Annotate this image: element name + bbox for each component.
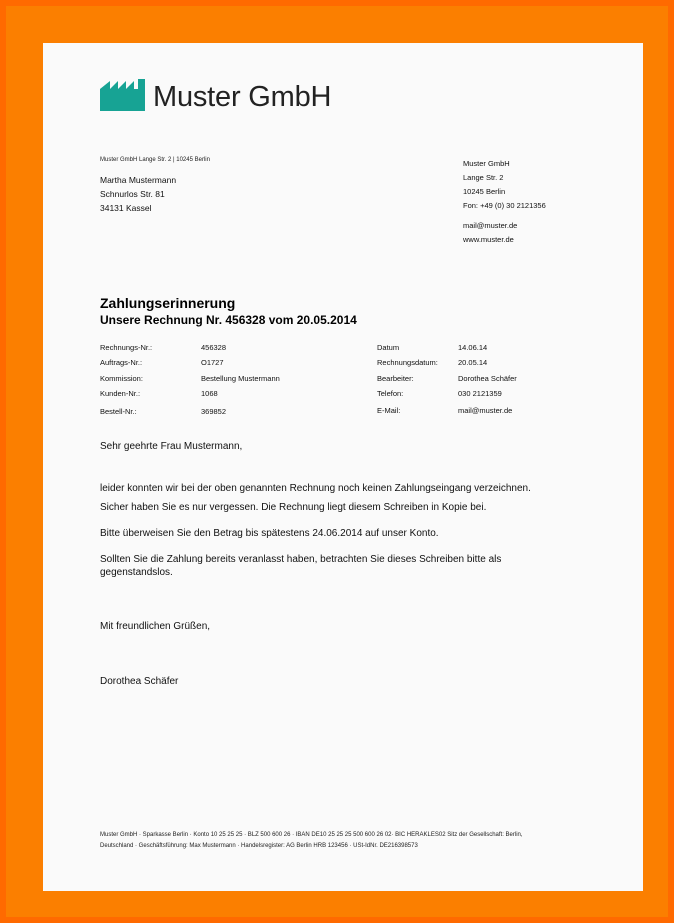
info-label: Rechnungsdatum: <box>377 358 438 367</box>
body-paragraph: Bitte überweisen Sie den Betrag bis spätestens 24.06.2014 auf unser Konto. <box>100 528 439 539</box>
info-value: Dorothea Schäfer <box>458 374 517 383</box>
info-value: 20.05.14 <box>458 358 488 367</box>
info-label: Bestell-Nr.: <box>100 407 137 416</box>
info-value: 456328 <box>201 343 227 352</box>
company-email: mail@muster.de <box>463 221 518 230</box>
info-value: 369852 <box>201 407 227 416</box>
info-label: Datum <box>377 343 400 352</box>
company-website: www.muster.de <box>463 235 514 244</box>
info-email: mail@muster.de <box>458 406 513 415</box>
letter-page <box>43 43 643 891</box>
body-paragraph: leider konnten wir bei der oben genannten Rechnung noch keinen Zahlungseingang verzeichnen. <box>100 483 531 494</box>
footer <box>100 830 570 852</box>
body-paragraph: Sollten Sie die Zahlung bereits veranlasst haben, betrachten Sie dieses Schreiben bitte als gegenstandslos. <box>100 554 502 578</box>
sender-line: Muster GmbH Lange Str. 2 | 10245 Berlin <box>100 157 210 163</box>
info-value: Bestellung Mustermann <box>201 374 280 383</box>
signature-name: Dorothea Schäfer <box>100 676 179 687</box>
company-line: 10245 Berlin <box>463 187 506 196</box>
info-label: Rechnungs-Nr.: <box>100 343 153 352</box>
info-label: Kunden-Nr.: <box>100 389 141 398</box>
company-address-block <box>463 157 546 247</box>
recipient-street: Schnurlos Str. 81 <box>100 189 165 199</box>
letter-title: Zahlungserinnerung <box>100 295 236 311</box>
recipient-address <box>100 173 176 215</box>
company-line: Muster GmbH <box>463 159 510 168</box>
footer-line: Deutschland · Geschäftsführung: Max Mustermann · Handelsregister: AG Berlin HRB 123456 · USt-IdNr. DE216398573 <box>100 843 418 849</box>
body-paragraph: Sicher haben Sie es nur vergessen. Die Rechnung liegt diesem Schreiben in Kopie bei. <box>100 502 487 513</box>
company-name: Muster GmbH <box>153 81 332 113</box>
recipient-city: 34131 Kassel <box>100 203 152 213</box>
recipient-name: Martha Mustermann <box>100 175 177 185</box>
info-value: 1068 <box>201 389 218 398</box>
company-line: Lange Str. 2 <box>463 173 504 182</box>
info-label: Telefon: <box>377 389 404 398</box>
letter-subtitle: Unsere Rechnung Nr. 456328 vom 20.05.2014 <box>100 313 357 327</box>
info-label: Bearbeiter: <box>377 374 414 383</box>
info-label: Kommission: <box>100 374 143 383</box>
info-value: 030 2121359 <box>458 389 502 398</box>
company-phone: Fon: +49 (0) 30 2121356 <box>463 201 546 210</box>
footer-line: Muster GmbH · Sparkasse Berlin · Konto 10 25 25 25 · BLZ 500 600 26 · IBAN DE10 25 25 25 500 600 26 02· BIC HERAKLES02 Sitz der Gesellschaft: Berlin, <box>100 832 523 838</box>
info-label: Auftrags-Nr.: <box>100 358 143 367</box>
info-value: O1727 <box>201 358 224 367</box>
closing: Mit freundlichen Grüßen, <box>100 621 211 632</box>
info-value: 14.06.14 <box>458 343 488 352</box>
factory-icon <box>100 79 148 111</box>
info-label: E-Mail: <box>377 406 401 415</box>
salutation: Sehr geehrte Frau Mustermann, <box>100 441 243 452</box>
